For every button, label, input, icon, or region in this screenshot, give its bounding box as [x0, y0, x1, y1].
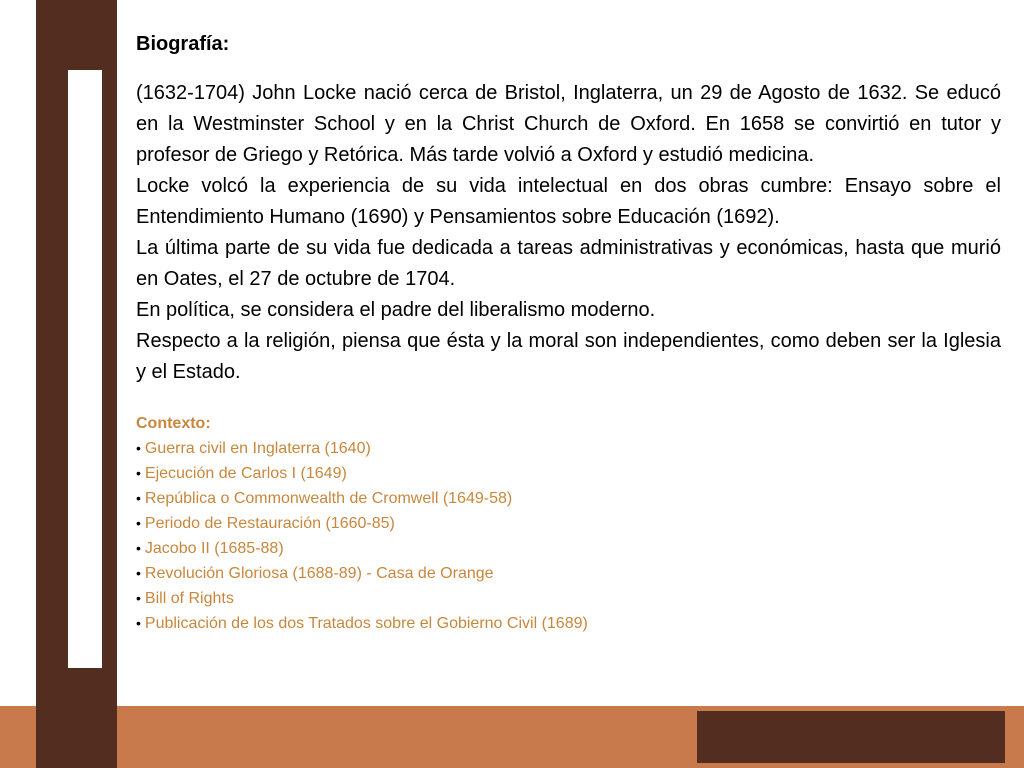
bullet-icon: •	[136, 440, 141, 456]
contexto-heading: Contexto:	[136, 415, 211, 432]
bullet-icon: •	[136, 565, 141, 581]
contexto-item-text: República o Commonwealth de Cromwell (1649-58)	[144, 490, 513, 507]
biografia-paragraph: (1632-1704) John Locke nació cerca de Bristol, Inglaterra, un 29 de Agosto de 1632. Se educó en la Westminster School y en la Christ Church de Oxford. En 1658 se convirtió en tutor y profesor de Griego y Retórica. Más tarde volvió a Oxford y estudió medicina.	[136, 82, 1001, 166]
contexto-item-text: Jacobo II (1685-88)	[144, 540, 284, 557]
contexto-list-item	[136, 586, 1001, 611]
left-decorative-inset	[68, 70, 102, 668]
contexto-list-item	[136, 611, 1001, 636]
bullet-icon: •	[136, 490, 141, 506]
biografia-paragraph: La última parte de su vida fue dedicada a tareas administrativas y económicas, hasta que murió en Oates, el 27 de octubre de 1704.	[136, 237, 1001, 290]
biografia-paragraph: Locke volcó la experiencia de su vida intelectual en dos obras cumbre: Ensayo sobre el Entendimiento Humano (1690) y Pensamientos sobre Educación (1692).	[136, 175, 1001, 228]
contexto-item-text: Bill of Rights	[144, 590, 234, 607]
bullet-icon: •	[136, 515, 141, 531]
contexto-item-text: Guerra civil en Inglaterra (1640)	[144, 440, 371, 457]
bottom-right-decorative-box	[697, 711, 1005, 763]
biografia-paragraph: En política, se considera el padre del liberalismo moderno.	[136, 299, 656, 321]
contexto-list-item	[136, 436, 1001, 461]
contexto-item-text: Periodo de Restauración (1660-85)	[144, 515, 395, 532]
contexto-list	[136, 436, 1001, 636]
biografia-paragraph: Respecto a la religión, piensa que ésta y la moral son independientes, como deben ser la Iglesia y el Estado.	[136, 330, 1001, 383]
bullet-icon: •	[136, 465, 141, 481]
slide-content	[136, 30, 1001, 636]
contexto-item-text: Ejecución de Carlos I (1649)	[144, 465, 347, 482]
biografia-heading: Biografía:	[136, 33, 230, 55]
bullet-icon: •	[136, 615, 141, 631]
contexto-section	[136, 412, 1001, 636]
contexto-list-item	[136, 536, 1001, 561]
bullet-icon: •	[136, 540, 141, 556]
contexto-list-item	[136, 511, 1001, 536]
contexto-list-item	[136, 561, 1001, 586]
contexto-item-text: Publicación de los dos Tratados sobre el Gobierno Civil (1689)	[144, 615, 588, 632]
contexto-item-text: Revolución Gloriosa (1688-89) - Casa de Orange	[144, 565, 494, 582]
bottom-left-decorative-bar	[36, 706, 117, 768]
contexto-list-item	[136, 486, 1001, 511]
bullet-icon: •	[136, 590, 141, 606]
contexto-list-item	[136, 461, 1001, 486]
